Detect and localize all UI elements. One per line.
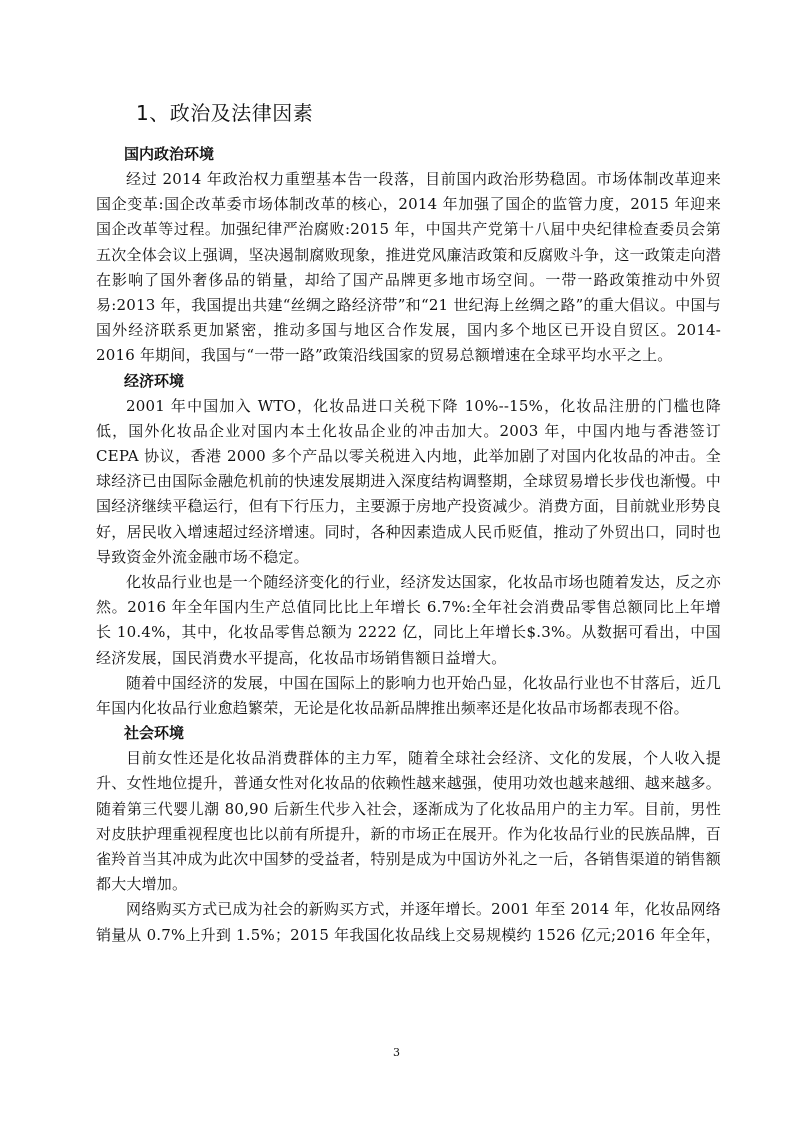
society-paragraph-2: 网络购买方式已成为社会的新购买方式，并逐年增长。2001 年至 2014 年，化妆品网络销量从 0.7%上升到 1.5%；2015 年我国化妆品线上交易规模约 1526 亿元;2016 年全年， [96, 900, 722, 944]
society-heading: 社会环境 [124, 724, 185, 743]
economy-paragraph-2: 化妆品行业也是一个随经济变化的行业，经济发达国家，化妆品市场也随着发达，反之亦然。2016 年全年国内生产总值同比比上年增长 6.7%:全年社会消费品零售总额同比上年增长 10.4%，其中，化妆品零售总额为 2222 亿，同比上年增长$.3%。从数据可看出，中国经济发展，国民消费水平提高，化妆品市场销售额日益增大。 [96, 573, 721, 667]
page-number: 3 [393, 1046, 400, 1059]
economy-section [96, 369, 721, 722]
section-title: 1、政治及法律因素 [136, 101, 314, 125]
page-content [96, 98, 721, 948]
domestic-politics-paragraph-1: 经过 2014 年政治权力重塑基本告一段落，目前国内政治形势稳固。市场体制改革迎来国企变革:国企改革委市场体制改革的核心，2014 年加强了国企的监管力度，2015 年迎来国企改革等过程。加强纪律严治腐败:2015 年，中国共产党第十八届中央纪律检查委员会第五次全体会议上强调，坚决遏制腐败现象，推进党风廉洁政策和反腐败斗争，这一政策走向潜在影响了国外奢侈品的销量，却给了国产品牌更多地市场空间。一带一路政策推动中外贸易:2013 年，我国提出共建“丝绸之路经济带”和“21 世纪海上丝绸之路”的重大倡议。中国与国外经济联系更加紧密，推动多国与地区合作发展，国内多个地区已开设自贸区。2014-2016 年期间，我国与“一带一路”政策沿线国家的贸易总额增速在全球平均水平之上。 [96, 170, 721, 365]
society-section [96, 721, 721, 948]
society-paragraph-1: 目前女性还是化妆品消费群体的主力军，随着全球社会经济、文化的发展，个人收入提升、女性地位提升，普通女性对化妆品的依赖性越来越强，使用功效也越来越细、越来越多。随着第三代婴儿潮 80,90 后新生代步入社会，逐渐成为了化妆品用户的主力军。目前，男性对皮肤护理重视程度也比以前有所提升，新的市场正在展开。作为化妆品行业的民族品牌，百雀羚首当其冲成为此次中国梦的受益者，特别是成为中国访外礼之一后，各销售渠道的销售额都大大增加。 [96, 749, 721, 894]
domestic-politics-section [96, 142, 721, 369]
economy-paragraph-1: 2001 年中国加入 WTO，化妆品进口关税下降 10%--15%，化妆品注册的门槛也降低，国外化妆品企业对国内本土化妆品企业的冲击加大。2003 年，中国内地与香港签订 CEPA 协议，香港 2000 多个产品以零关税进入内地，此举加剧了对国内化妆品的冲击。全球经济已由国际金融危机前的快速发展期进入深度结构调整期，全球贸易增长步伐也渐慢。中国经济继续平稳运行，但有下行压力，主要源于房地产投资减少。消费方面，目前就业形势良好，居民收入增速超过经济增速。同时，各种因素造成人民币贬值，推动了外贸出口，同时也导致资金外流金融市场不稳定。 [96, 396, 721, 566]
economy-paragraph-3: 随着中国经济的发展，中国在国际上的影响力也开始凸显，化妆品行业也不甘落后，近几年国内化妆品行业愈趋繁荣，无论是化妆品新品牌推出频率还是化妆品市场都表现不俗。 [96, 673, 721, 718]
economy-heading: 经济环境 [124, 371, 185, 390]
domestic-politics-heading: 国内政治环境 [124, 145, 215, 163]
